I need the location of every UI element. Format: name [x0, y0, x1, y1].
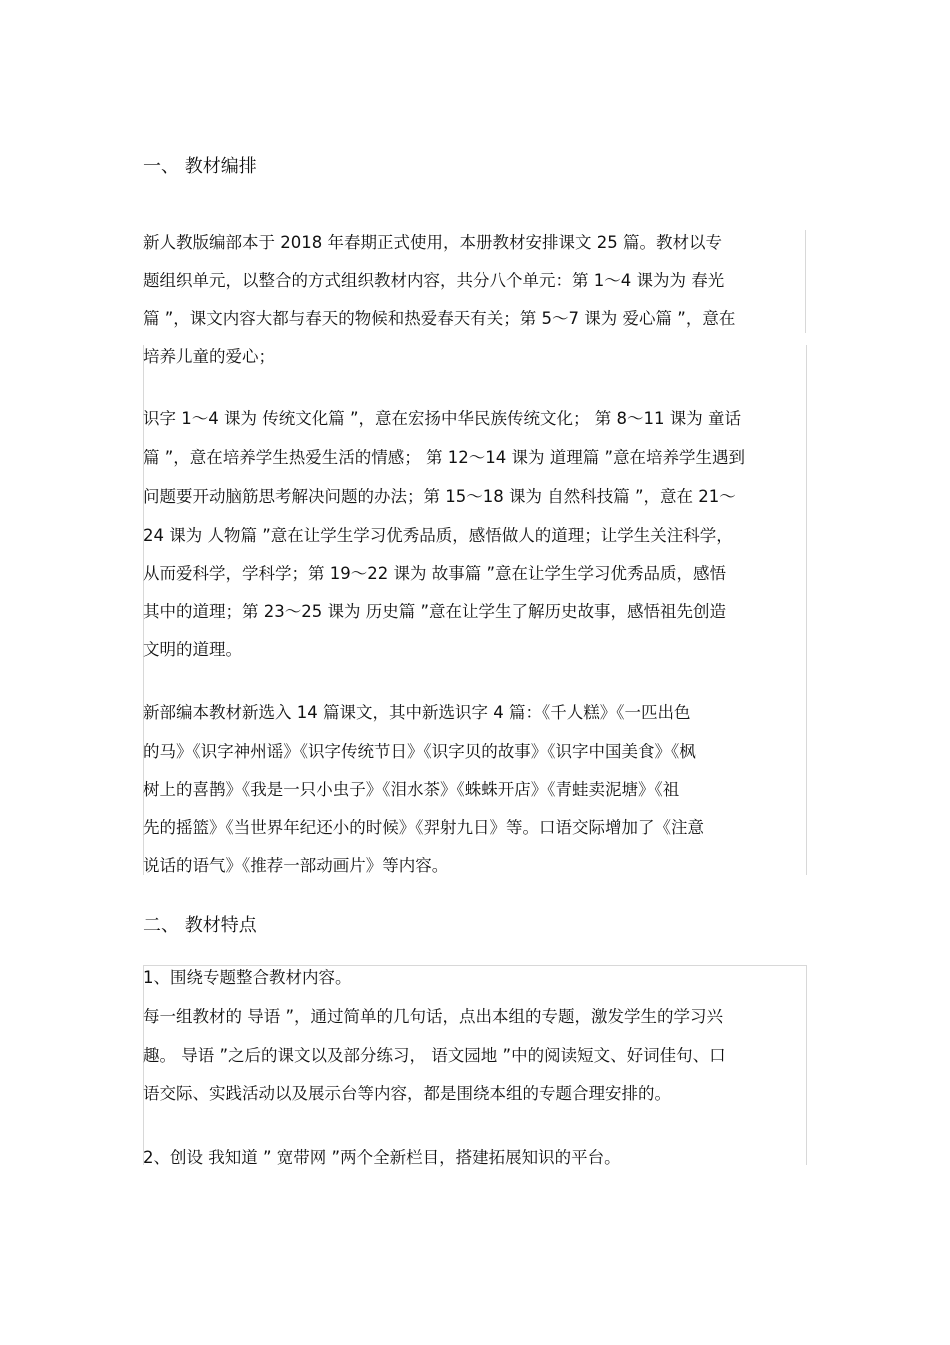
text-line: 24 课为 人物篇 ”意在让学生学习优秀品质，感悟做人的道理；让学生关注科学， — [143, 526, 733, 545]
frame-rule-right-2 — [806, 345, 807, 875]
text-line: 从而爱科学，学科学；第 19～22 课为 故事篇 ”意在让学生学习优秀品质，感悟 — [143, 564, 727, 583]
text-line: 文明的道理。 — [143, 640, 242, 659]
text-line: 先的摇篮》《当世界年纪还小的时候》《羿射九日》等。口语交际增加了《注意 — [143, 818, 704, 837]
text-line: 的马》《识字神州谣》《识字传统节日》《识字贝的故事》《识字中国美食》《枫 — [143, 742, 696, 761]
text-line: 新部编本教材新选入 14 篇课文，其中新选识字 4 篇：《千人糕》《一匹出色 — [143, 703, 691, 722]
text-line: 培养儿童的爱心； — [143, 347, 275, 366]
frame-rule-top-3 — [143, 965, 807, 966]
text-line: 其中的道理；第 23～25 课为 历史篇 ”意在让学生了解历史故事，感悟祖先创造 — [143, 602, 727, 621]
feature-item-title: 1、围绕专题整合教材内容。 — [143, 968, 352, 987]
text-line: 说话的语气》《推荐一部动画片》等内容。 — [143, 856, 449, 875]
section-heading-2: 二、 教材特点 — [143, 915, 257, 936]
text-line: 语交际、实践活动以及展示台等内容，都是围绕本组的专题合理安排的。 — [143, 1084, 671, 1103]
frame-rule-right-1 — [805, 230, 806, 333]
feature-item-title: 2、创设 我知道 ” 宽带网 ”两个全新栏目，搭建拓展知识的平台。 — [143, 1148, 621, 1167]
text-line: 趣。 导语 ”之后的课文以及部分练习， 语文园地 ”中的阅读短文、好词佳句、口 — [143, 1046, 726, 1065]
text-line: 树上的喜鹊》《我是一只小虫子》《泪水茶》《蛛蛛开店》《青蛙卖泥塘》《祖 — [143, 780, 680, 799]
text-line: 篇 ”，意在培养学生热爱生活的情感； 第 12～14 课为 道理篇 ”意在培养学生遇到 — [143, 448, 746, 467]
text-line: 每一组教材的 导语 ”，通过简单的几句话，点出本组的专题，激发学生的学习兴 — [143, 1007, 724, 1026]
frame-rule-right-3 — [806, 965, 807, 1165]
text-line: 新人教版编部本于 2018 年春期正式使用，本册教材安排课文 25 篇。教材以专 — [143, 233, 722, 252]
section-heading-1: 一、 教材编排 — [143, 156, 257, 177]
text-line: 题组织单元，以整合的方式组织教材内容，共分八个单元：第 1～4 课为为 春光 — [143, 271, 725, 290]
text-line: 问题要开动脑筋思考解决问题的办法；第 15～18 课为 自然科技篇 ”，意在 21～ — [143, 487, 736, 506]
text-line: 识字 1～4 课为 传统文化篇 ”，意在宏扬中华民族传统文化； 第 8～11 课为 童话 — [143, 409, 741, 428]
text-line: 篇 ”，课文内容大都与春天的物候和热爱春天有关；第 5～7 课为 爱心篇 ”，意在 — [143, 309, 736, 328]
